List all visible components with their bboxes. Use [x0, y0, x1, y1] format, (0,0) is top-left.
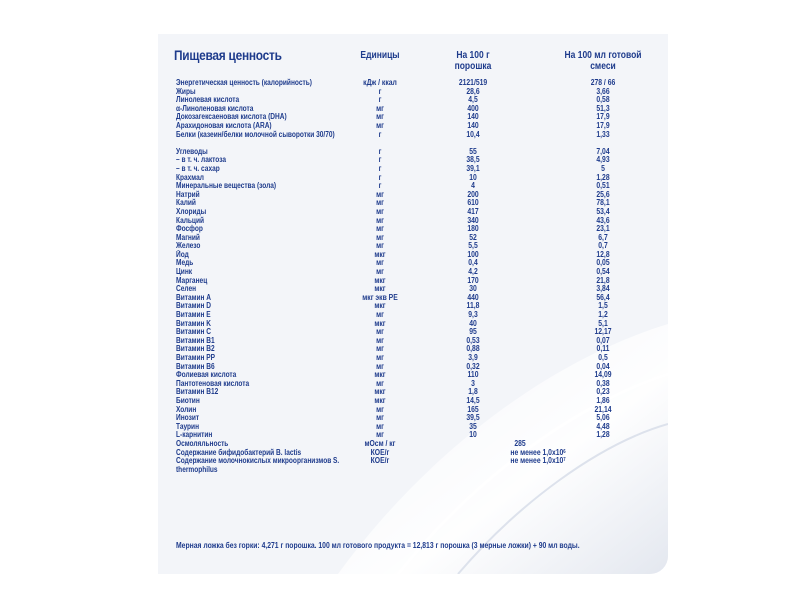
- value-per-100g: 200: [467, 189, 479, 199]
- nutrient-name: Витамин B12: [176, 387, 219, 397]
- nutrient-unit: мкг: [374, 275, 386, 285]
- nutrient-unit: г: [378, 95, 382, 105]
- value-per-100ml: 43,6: [596, 215, 610, 225]
- nutrient-name: Линолевая кислота: [176, 95, 240, 105]
- nutrient-name: Холин: [176, 404, 197, 414]
- bacteria-value-exp: 7: [563, 457, 566, 464]
- nutrient-name: Белки (казеин/белки молочной сыворотки 30/70): [176, 129, 335, 139]
- nutrient-name: Жиры: [176, 86, 196, 96]
- table-row: [158, 242, 668, 251]
- nutrient-name: Витамин D: [176, 301, 212, 311]
- nutrient-name: Таурин: [176, 421, 200, 431]
- nutrient-unit: мг: [376, 413, 384, 423]
- nutrition-panel: [158, 34, 668, 574]
- nutrient-name: Калий: [176, 198, 196, 208]
- table-row: [158, 156, 668, 165]
- nutrient-name: Витамин C: [176, 327, 212, 337]
- nutrient-name: Докозагексаеновая кислота (DHA): [176, 112, 287, 122]
- value-per-100ml: 0,38: [596, 378, 610, 388]
- nutrient-name: Хлориды: [176, 206, 207, 216]
- value-per-100ml: 56,4: [596, 292, 610, 302]
- table-row: [158, 251, 668, 260]
- value-per-100g: 38,5: [466, 155, 480, 165]
- nutrient-unit: мг: [376, 224, 384, 234]
- value-per-100g: 4,2: [468, 267, 478, 277]
- nutrient-unit: мг: [376, 404, 384, 414]
- table-row: [158, 285, 668, 294]
- nutrient-unit: КОЕ/г: [370, 447, 390, 457]
- value-per-100g: 55: [469, 146, 477, 156]
- value-per-100g: 10: [469, 430, 477, 440]
- table-row: [158, 431, 668, 440]
- value-per-100g: 10,4: [466, 129, 480, 139]
- nutrient-unit: мг: [376, 335, 384, 345]
- nutrient-name: Арахидоновая кислота (ARA): [176, 120, 272, 130]
- nutrient-name: Витамин E: [176, 310, 211, 320]
- nutrient-name: Содержание бифидобактерий B. lactis: [176, 447, 302, 457]
- nutrient-unit: мг: [376, 112, 384, 122]
- nutrient-name: Витамин PP: [176, 353, 216, 362]
- value-per-100g: 1,8: [468, 387, 478, 397]
- nutrient-name: α-Линоленовая кислота: [176, 103, 254, 113]
- value-per-100ml: 0,11: [596, 344, 610, 354]
- nutrient-name: Железо: [176, 241, 201, 251]
- nutrient-unit: мг: [376, 344, 384, 354]
- value-per-100g: 140: [467, 112, 479, 122]
- value-per-100g: 40: [469, 318, 477, 328]
- nutrient-unit: г: [378, 181, 382, 191]
- value-per-100g: 95: [469, 327, 477, 337]
- nutrient-unit: мг: [376, 378, 384, 388]
- table-row: [158, 388, 668, 397]
- value-per-100g: 30: [469, 284, 477, 294]
- nutrient-unit: мкг: [374, 249, 386, 259]
- nutrient-name: Крахмал: [176, 172, 204, 182]
- value-per-100ml: 78,1: [596, 198, 610, 208]
- value-per-100ml: 21,8: [596, 275, 610, 285]
- value-per-100ml: 1,33: [596, 129, 610, 139]
- value-per-100g: 3,9: [468, 353, 478, 362]
- value-per-100g: 52: [469, 232, 477, 242]
- table-row: [158, 380, 668, 389]
- value-per-100ml: 1,2: [598, 310, 608, 320]
- table-row-strepto: [158, 457, 668, 474]
- nutrient-name: Минеральные вещества (зола): [176, 181, 277, 191]
- table-row: [158, 320, 668, 329]
- table-row: [158, 277, 668, 286]
- value-per-100ml: 4,93: [596, 155, 610, 165]
- nutrient-unit: г: [378, 86, 382, 96]
- value-per-100ml: 1,28: [596, 172, 610, 182]
- value-per-100ml: 0,5: [598, 353, 608, 362]
- value-per-100ml: 0,51: [596, 181, 610, 191]
- nutrient-name: Йод: [176, 249, 189, 259]
- nutrient-name: Инозит: [176, 413, 200, 423]
- value-per-100g: 10: [469, 172, 477, 182]
- nutrient-unit: мОсм / кг: [364, 438, 396, 448]
- value-per-100ml: 25,6: [596, 189, 610, 199]
- nutrient-name: Пантотеновая кислота: [176, 378, 250, 388]
- nutrient-name: L-карнитин: [176, 430, 213, 440]
- nutrient-unit: мкг: [374, 318, 386, 328]
- value-per-100g: 4: [471, 181, 475, 191]
- nutrient-name: – в т. ч. сахар: [176, 163, 220, 173]
- nutrient-unit: мг: [376, 189, 384, 199]
- value-per-100g: 9,3: [468, 310, 478, 320]
- table-row: [158, 199, 668, 208]
- value-per-100ml: 4,48: [596, 421, 610, 431]
- nutrient-name: Натрий: [176, 189, 200, 199]
- value-per-100ml: 17,9: [596, 120, 610, 130]
- value-per-100ml: 17,9: [596, 112, 610, 122]
- nutrient-unit: кДж / ккал: [363, 78, 397, 87]
- value-per-100ml: 51,3: [596, 103, 610, 113]
- value-per-100g: 417: [467, 206, 479, 216]
- table-row: [158, 406, 668, 415]
- value-per-100g: 14,5: [466, 395, 480, 405]
- nutrition-table: [158, 79, 668, 474]
- value-per-100ml: 5: [601, 163, 605, 173]
- nutrient-name: Селен: [176, 284, 197, 294]
- table-row: [158, 148, 668, 157]
- nutrient-unit: г: [378, 172, 382, 182]
- nutrient-name: Витамин K: [176, 318, 212, 328]
- table-row: [158, 311, 668, 320]
- table-row: [158, 225, 668, 234]
- bacteria-value-exp: 6: [563, 448, 566, 455]
- table-row: [158, 259, 668, 268]
- nutrient-unit: мг: [376, 206, 384, 216]
- page-title: Пищевая ценность: [174, 47, 282, 63]
- value-per-100g: 11,8: [466, 301, 480, 311]
- value-per-100ml: 1,86: [596, 395, 610, 405]
- value-per-100ml: 5,1: [598, 318, 608, 328]
- nutrient-name: Витамин A: [176, 292, 212, 302]
- table-row: [158, 217, 668, 226]
- nutrient-unit: мг: [376, 327, 384, 337]
- value-per-100g: 5,5: [468, 241, 478, 251]
- nutrient-unit: мг: [376, 361, 384, 371]
- nutrient-name: – в т. ч. лактоза: [176, 155, 227, 165]
- table-row: [158, 208, 668, 217]
- value-per-100g: 110: [467, 370, 479, 380]
- table-row: [158, 131, 668, 148]
- nutrient-name: Содержание молочнокислых микроорганизмов S. thermophilus: [176, 456, 340, 474]
- table-row: [158, 414, 668, 423]
- value-per-100g: 180: [467, 224, 479, 234]
- nutrient-unit: мкг: [374, 301, 386, 311]
- nutrient-name: Биотин: [176, 395, 200, 405]
- table-row: [158, 165, 668, 174]
- value-per-100g: 165: [467, 404, 479, 414]
- table-row: [158, 79, 668, 88]
- nutrient-unit: мг: [376, 421, 384, 431]
- nutrient-unit: мг: [376, 241, 384, 251]
- value-per-100ml: 0,7: [598, 241, 608, 251]
- value-per-100ml: 5,06: [596, 413, 610, 423]
- header-mix: [561, 50, 646, 72]
- nutrient-unit: мг: [376, 215, 384, 225]
- value-per-100g: 100: [467, 249, 479, 259]
- value-per-100g: 0,53: [466, 335, 480, 345]
- value-per-100ml: 21,14: [594, 404, 612, 414]
- value-per-100g: 440: [467, 292, 479, 302]
- nutrient-unit: мг: [376, 353, 384, 362]
- value-per-100ml: 23,1: [596, 224, 610, 234]
- table-row: [158, 397, 668, 406]
- value-per-100g: 28,6: [466, 86, 480, 96]
- nutrient-unit: мг: [376, 267, 384, 277]
- nutrient-name: Осмоляльность: [176, 438, 229, 448]
- value-per-100ml: 3,84: [596, 284, 610, 294]
- value-per-100ml: 53,4: [596, 206, 610, 216]
- nutrient-unit: г: [378, 129, 382, 139]
- value-per-100g: 39,1: [466, 163, 480, 173]
- nutrient-unit: мкг экв РЕ: [362, 292, 398, 302]
- header-mix-line2: смеси: [590, 61, 616, 72]
- osmolality-value: 285: [514, 438, 526, 448]
- bacteria-value-base: не менее 1,0x10: [510, 456, 564, 466]
- bacteria-value-base: не менее 1,0x10: [510, 447, 564, 457]
- nutrient-unit: мг: [376, 198, 384, 208]
- table-row: [158, 191, 668, 200]
- value-per-100ml: 278 / 66: [590, 78, 616, 87]
- header-mix-line1: На 100 мл готовой: [564, 50, 642, 61]
- nutrient-name: Цинк: [176, 267, 193, 277]
- value-per-100ml: 0,23: [596, 387, 610, 397]
- value-per-100ml: 0,54: [596, 267, 610, 277]
- nutrient-unit: мг: [376, 430, 384, 440]
- value-per-100ml: 0,04: [596, 361, 610, 371]
- value-per-100ml: 12,17: [594, 327, 612, 337]
- value-per-100g: 400: [467, 103, 479, 113]
- nutrient-unit: мг: [376, 258, 384, 268]
- value-per-100ml: 1,28: [596, 430, 610, 440]
- table-row: [158, 268, 668, 277]
- value-per-100g: 3: [471, 378, 475, 388]
- value-per-100g: 2121/519: [458, 78, 488, 87]
- value-per-100ml: 14,09: [594, 370, 612, 380]
- nutrient-unit: мкг: [374, 387, 386, 397]
- table-row: [158, 294, 668, 303]
- table-row: [158, 328, 668, 337]
- nutrient-unit: мкг: [374, 395, 386, 405]
- table-row: [158, 302, 668, 311]
- nutrient-unit: мг: [376, 103, 384, 113]
- value-per-100g: 340: [467, 215, 479, 225]
- value-per-100ml: 0,07: [596, 335, 610, 345]
- nutrient-name: Магний: [176, 232, 200, 242]
- value-per-100g: 0,88: [466, 344, 480, 354]
- value-per-100ml: 12,8: [596, 249, 610, 259]
- nutrient-unit: мг: [376, 232, 384, 242]
- table-row: [158, 345, 668, 354]
- bacteria-value: [500, 457, 577, 466]
- nutrient-name: Фосфор: [176, 224, 203, 234]
- nutrient-name: Витамин B1: [176, 335, 215, 345]
- nutrient-unit: КОЕ/г: [370, 456, 390, 466]
- value-per-100ml: 6,7: [598, 232, 608, 242]
- nutrient-unit: г: [378, 163, 382, 173]
- footnote: Мерная ложка без горки: 4,271 г порошка. 100 мл готового продукта = 12,813 г порошка (3 мерные ложки) + 90 мл воды.: [176, 541, 580, 550]
- value-per-100g: 0,4: [468, 258, 478, 268]
- value-per-100g: 35: [469, 421, 477, 431]
- value-per-100g: 610: [467, 198, 479, 208]
- value-per-100ml: 0,05: [596, 258, 610, 268]
- nutrient-name: Кальций: [176, 215, 205, 225]
- nutrient-name: Витамин B6: [176, 361, 215, 371]
- nutrient-name: Энергетическая ценность (калорийность): [176, 78, 312, 87]
- value-per-100g: 4,5: [468, 95, 478, 105]
- value-per-100g: 39,5: [466, 413, 480, 423]
- nutrient-unit: мкг: [374, 284, 386, 294]
- nutrient-name: Витамин B2: [176, 344, 215, 354]
- nutrient-unit: г: [378, 155, 382, 165]
- nutrient-name: Марганец: [176, 275, 208, 285]
- value-per-100ml: 3,66: [596, 86, 610, 96]
- table-row: [158, 182, 668, 191]
- nutrient-name: Медь: [176, 258, 194, 268]
- value-per-100ml: 0,58: [596, 95, 610, 105]
- value-per-100g: 170: [467, 275, 479, 285]
- value-per-100ml: 1,5: [598, 301, 608, 311]
- value-per-100ml: 7,04: [596, 146, 610, 156]
- value-per-100g: 140: [467, 120, 479, 130]
- table-row: [158, 354, 668, 363]
- table-row: [158, 423, 668, 432]
- nutrient-name: Фолиевая кислота: [176, 370, 237, 380]
- value-per-100g: 0,32: [466, 361, 480, 371]
- nutrient-unit: мкг: [374, 370, 386, 380]
- header-powder: На 100 г порошка: [454, 50, 492, 72]
- header-units: Единицы: [360, 50, 400, 61]
- table-row: [158, 337, 668, 346]
- nutrient-unit: мг: [376, 310, 384, 320]
- nutrient-unit: г: [378, 146, 382, 156]
- nutrient-unit: мг: [376, 120, 384, 130]
- nutrient-name: Углеводы: [176, 146, 208, 156]
- table-row: [158, 234, 668, 243]
